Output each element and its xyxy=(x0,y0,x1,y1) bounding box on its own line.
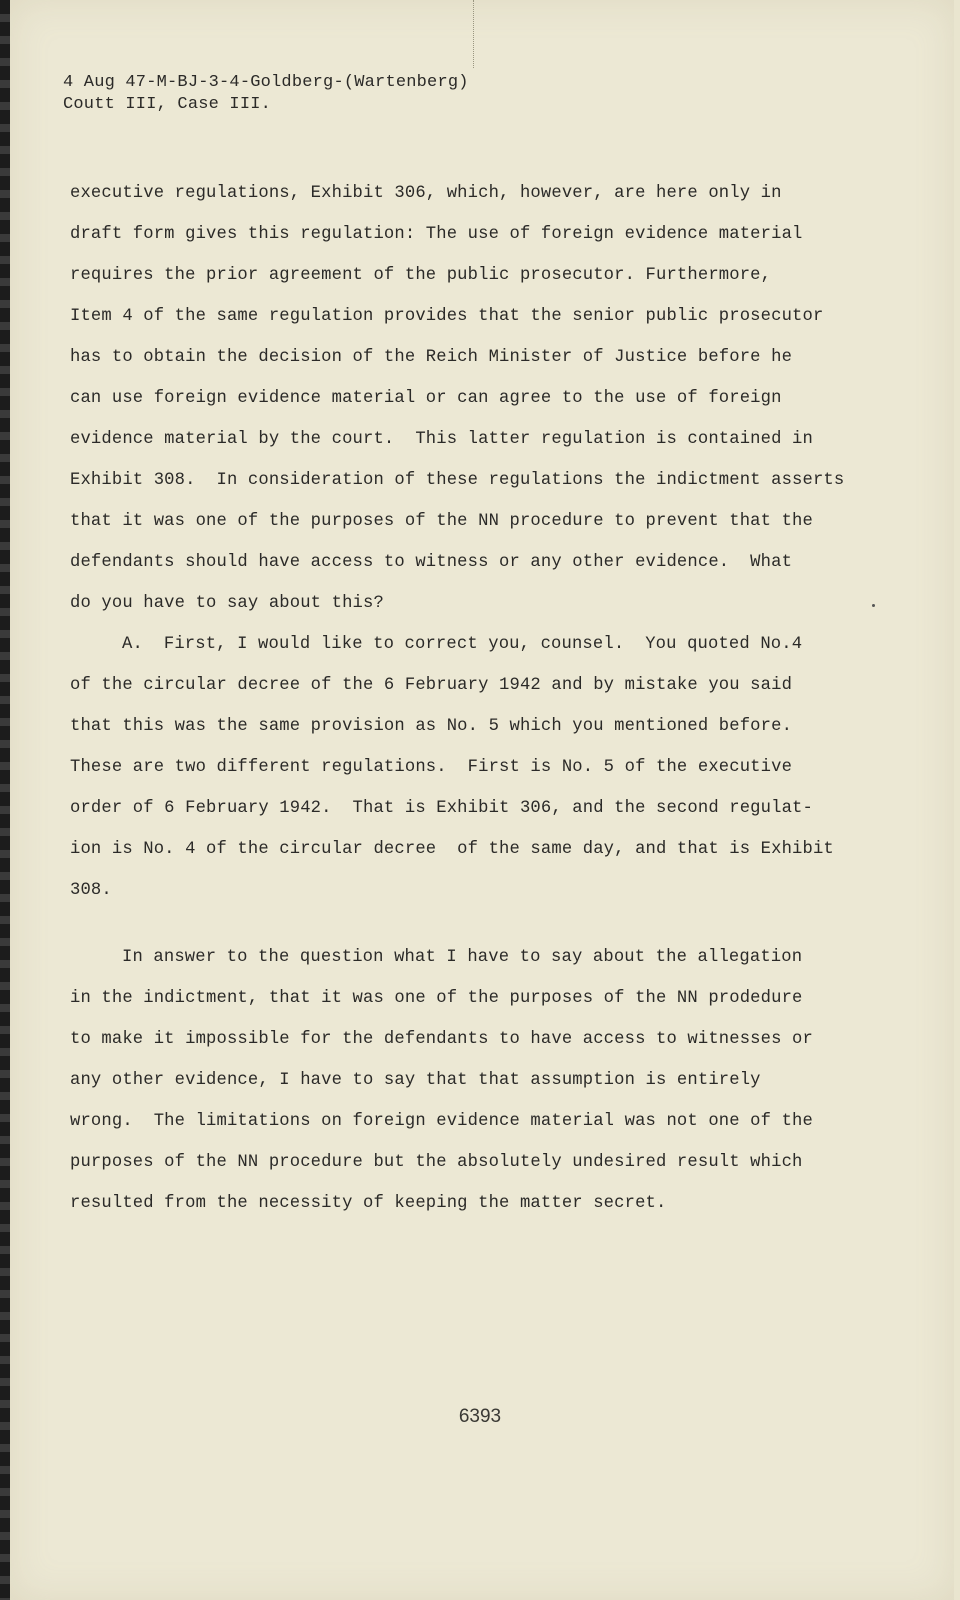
text-line: draft form gives this regulation: The use of foreign evidence material xyxy=(70,225,803,244)
text-line: evidence material by the court. This latter regulation is contained in xyxy=(70,430,813,449)
paragraph-3 xyxy=(70,937,850,1224)
fold-mark xyxy=(473,0,474,68)
header-line-1: 4 Aug 47-M-BJ-3-4-Goldberg-(Wartenberg) xyxy=(63,73,469,92)
document-body xyxy=(70,173,850,1224)
text-line: has to obtain the decision of the Reich Minister of Justice before he xyxy=(70,348,793,367)
text-line: that this was the same provision as No. 5 which you mentioned before. xyxy=(70,717,793,736)
binder-edge xyxy=(0,0,10,1600)
text-line: do you have to say about this? xyxy=(70,594,384,613)
text-line: resulted from the necessity of keeping the matter secret. xyxy=(70,1194,667,1213)
text-line: requires the prior agreement of the public prosecutor. Furthermore, xyxy=(70,266,772,285)
text-line: to make it impossible for the defendants to have access to witnesses or xyxy=(70,1030,813,1049)
text-line: order of 6 February 1942. That is Exhibit 306, and the second regulat- xyxy=(70,799,813,818)
text-line: These are two different regulations. First is No. 5 of the executive xyxy=(70,758,793,777)
text-line: that it was one of the purposes of the NN procedure to prevent that the xyxy=(70,512,813,531)
text-line: In answer to the question what I have to say about the allegation xyxy=(122,948,803,967)
page-number: 6393 xyxy=(458,1406,502,1427)
text-line: wrong. The limitations on foreign evidence material was not one of the xyxy=(70,1112,813,1131)
text-line: of the circular decree of the 6 February 1942 and by mistake you said xyxy=(70,676,793,695)
text-line: Item 4 of the same regulation provides that the senior public prosecutor xyxy=(70,307,824,326)
paragraph-2 xyxy=(70,624,850,911)
text-line: Exhibit 308. In consideration of these regulations the indictment asserts xyxy=(70,471,845,490)
text-line: any other evidence, I have to say that that assumption is entirely xyxy=(70,1071,761,1090)
text-line: A. First, I would like to correct you, counsel. You quoted No.4 xyxy=(122,635,803,654)
paragraph-1 xyxy=(70,173,850,624)
document-header xyxy=(63,72,469,116)
text-line: ion is No. 4 of the circular decree of the same day, and that is Exhibit xyxy=(70,840,834,859)
text-line: in the indictment, that it was one of the purposes of the NN prodedure xyxy=(70,989,803,1008)
header-line-2: Coutt III, Case III. xyxy=(63,95,272,114)
text-line: defendants should have access to witness or any other evidence. What xyxy=(70,553,793,572)
text-line: purposes of the NN procedure but the absolutely undesired result which xyxy=(70,1153,803,1172)
text-line: 308. xyxy=(70,881,112,900)
stray-mark xyxy=(872,604,875,607)
text-line: executive regulations, Exhibit 306, which, however, are here only in xyxy=(70,184,782,203)
paragraph-gap xyxy=(70,911,850,937)
text-line: can use foreign evidence material or can agree to the use of foreign xyxy=(70,389,782,408)
